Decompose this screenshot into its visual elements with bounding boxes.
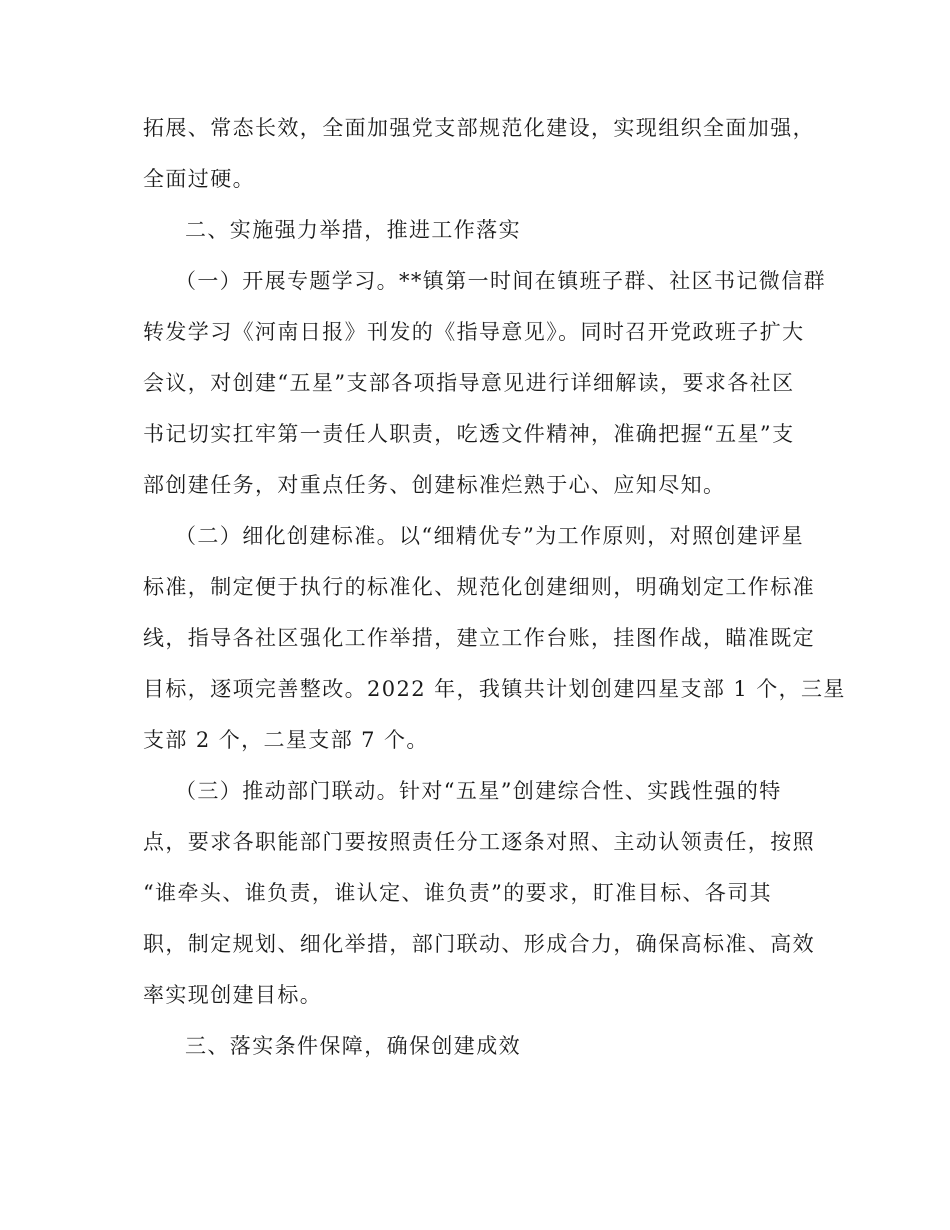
paragraph-line: （一）开展专题学习。**镇第一时间在镇班子群、社区书记微信群 (175, 269, 826, 293)
paragraph-line: 目标，逐项完善整改。2022 年，我镇共计划创建四星支部 1 个，三星 (143, 677, 846, 701)
paragraph-line: 书记切实扛牢第一责任人职责，吃透文件精神，准确把握“五星”支 (143, 422, 795, 446)
paragraph-line: （二）细化创建标准。以“细精优专”为工作原则，对照创建评星 (175, 524, 805, 548)
paragraph-line: 拓展、常态长效，全面加强党支部规范化建设，实现组织全面加强， (143, 116, 815, 140)
paragraph-line: 部创建任务，对重点任务、创建标准烂熟于心、应知尽知。 (143, 473, 726, 497)
paragraph-line: （三）推动部门联动。针对“五星”创建综合性、实践性强的特 (175, 779, 782, 803)
section-heading: 三、落实条件保障，确保创建成效 (185, 1034, 521, 1058)
paragraph-line: 转发学习《河南日报》刊发的《指导意见》。同时召开党政班子扩大 (143, 320, 805, 344)
paragraph-line: 支部 2 个，二星支部 7 个。 (143, 728, 429, 752)
paragraph-line: 标准，制定便于执行的标准化、规范化创建细则，明确划定工作标准 (143, 575, 815, 599)
paragraph-line: 职，制定规划、细化举措，部门联动、形成合力，确保高标准、高效 (143, 932, 815, 956)
paragraph-line: “谁牵头、谁负责，谁认定、谁负责”的要求，盯准目标、各司其 (143, 881, 773, 905)
paragraph-line: 点，要求各职能部门要按照责任分工逐条对照、主动认领责任，按照 (143, 830, 815, 854)
paragraph-line: 会议，对创建“五星”支部各项指导意见进行详细解读，要求各社区 (143, 371, 795, 395)
paragraph-line: 全面过硬。 (143, 167, 255, 191)
paragraph-line: 率实现创建目标。 (143, 983, 323, 1007)
paragraph-line: 线，指导各社区强化工作举措，建立工作台账，挂图作战，瞄准既定 (143, 626, 815, 650)
section-heading: 二、实施强力举措，推进工作落实 (185, 218, 521, 242)
